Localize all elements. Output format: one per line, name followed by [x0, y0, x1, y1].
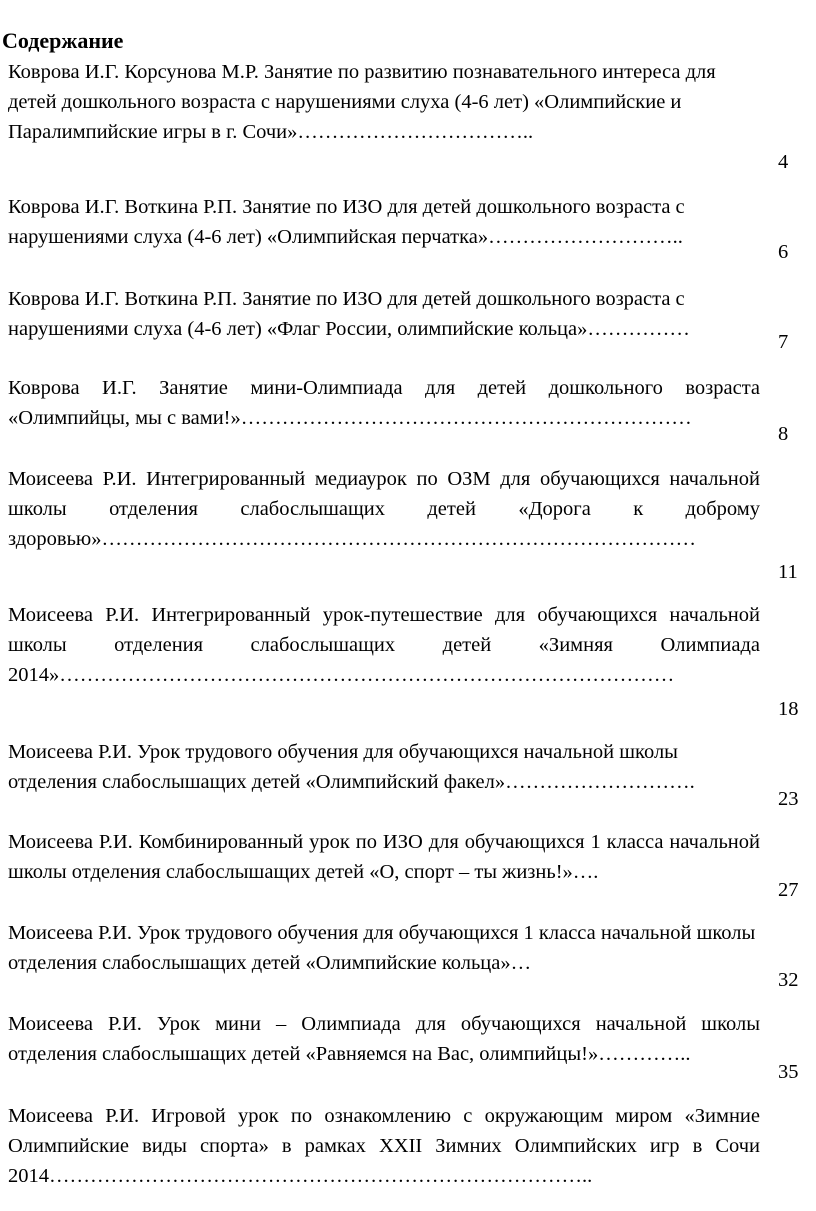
- toc-page-number: 6: [778, 241, 789, 263]
- toc-page-number: 8: [778, 423, 789, 445]
- toc-entry-6: [8, 600, 760, 690]
- toc-entry-text: Моисеева Р.И. Интегрированный медиаурок по ОЗМ для обучающихся начальной школы отделения слабослышащих детей «Дорога к доброму здоровью»……………………………………………………………………………: [8, 468, 760, 550]
- toc-page-number: 11: [778, 561, 798, 583]
- toc-page-number: 35: [778, 1061, 799, 1083]
- toc-entry-5: [8, 464, 760, 554]
- toc-entry-2: [8, 192, 760, 252]
- toc-entry-10: [8, 1009, 760, 1069]
- toc-entry-text: Моисеева Р.И. Урок трудового обучения для обучающихся 1 класса начальной школы отделения слабослышащих детей «Олимпийские кольца»…: [8, 922, 756, 974]
- toc-entry-text: Моисеева Р.И. Урок трудового обучения для обучающихся начальной школы отделения слабослышащих детей «Олимпийский факел»……………………….: [8, 741, 695, 793]
- toc-page-number: 18: [778, 698, 799, 720]
- toc-entry-9: [8, 918, 760, 978]
- toc-page-number: 23: [778, 788, 799, 810]
- toc-entry-text: Коврова И.Г. Корсунова М.Р. Занятие по развитию познавательного интереса для детей дошкольного возраста с нарушениями слуха (4-6 лет) «Олимпийские и Паралимпийские игры в г. Сочи»……………………………..: [8, 61, 716, 143]
- toc-entry-4: [8, 373, 760, 433]
- toc-page-number: 32: [778, 969, 799, 991]
- toc-entry-text: Моисеева Р.И. Игровой урок по ознакомлению с окружающим миром «Зимние Олимпийские виды спорта» в рамках XXII Зимних Олимпийских игр в Сочи 2014……………………………………………………………………..: [8, 1105, 760, 1187]
- toc-entry-text: Коврова И.Г. Воткина Р.П. Занятие по ИЗО для детей дошкольного возраста с нарушениями слуха (4-6 лет) «Флаг России, олимпийские кольца»……………: [8, 288, 690, 340]
- toc-entry-text: Коврова И.Г. Воткина Р.П. Занятие по ИЗО для детей дошкольного возраста с нарушениями слуха (4-6 лет) «Олимпийская перчатка»………………………..: [8, 196, 685, 248]
- toc-entry-11: [8, 1101, 760, 1191]
- toc-entry-1: [8, 57, 760, 147]
- toc-entry-text: Моисеева Р.И. Интегрированный урок-путешествие для обучающихся начальной школы отделения слабослышащих детей «Зимняя Олимпиада 2014»………………………………………………………………………………: [8, 604, 760, 686]
- toc-entry-7: [8, 737, 760, 797]
- toc-entry-3: [8, 284, 760, 344]
- toc-page-number: 7: [778, 331, 789, 353]
- toc-page-number: 4: [778, 151, 789, 173]
- page-title: Содержание: [2, 28, 124, 53]
- toc-entry-text: Моисеева Р.И. Урок мини – Олимпиада для обучающихся начальной школы отделения слабослышащих детей «Равняемся на Вас, олимпийцы!»…………..: [8, 1013, 760, 1065]
- toc-page-number: 27: [778, 879, 799, 901]
- toc-entry-text: Моисеева Р.И. Комбинированный урок по ИЗО для обучающихся 1 класса начальной школы отделения слабослышащих детей «О, спорт – ты жизнь!»….: [8, 831, 760, 883]
- toc-entry-8: [8, 827, 760, 887]
- toc-entry-text: Коврова И.Г. Занятие мини-Олимпиада для детей дошкольного возраста «Олимпийцы, мы с вами!»…………………………………………………………: [8, 377, 760, 429]
